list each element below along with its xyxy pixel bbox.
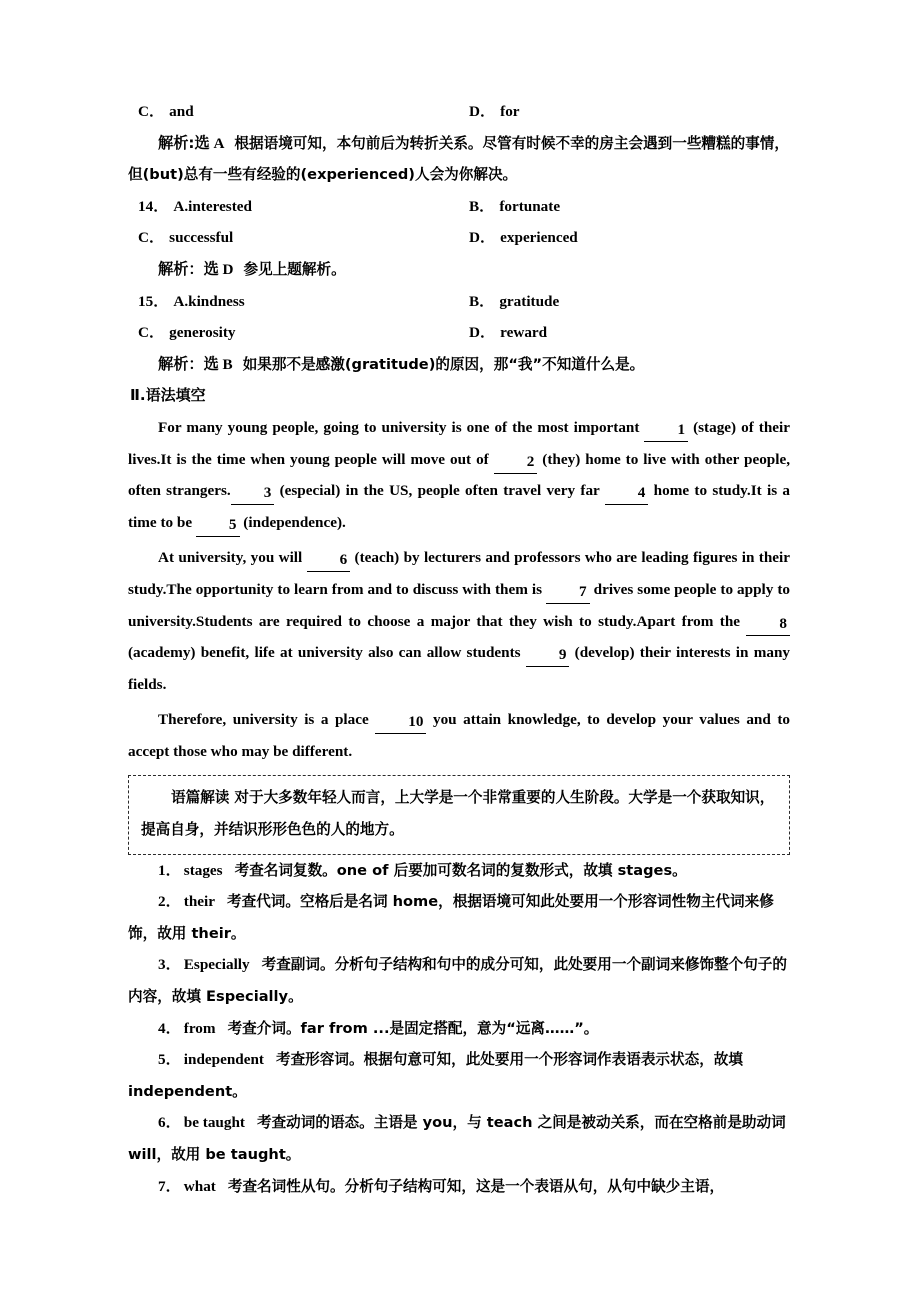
option-b-letter-15: B．	[469, 292, 495, 310]
analysis-14-choice: 选 D	[203, 260, 234, 278]
option-b-text-15: gratitude	[499, 292, 560, 310]
explanation-number: 1．	[158, 861, 181, 879]
question-15-a	[128, 286, 459, 318]
option-a-text-14: A.interested	[173, 197, 252, 215]
passage-note-box	[128, 775, 790, 854]
cloze-blank-2: 2	[494, 451, 538, 474]
explanation-text: 考查介词。far from ...是固定搭配，意为“远离……”。	[227, 1019, 599, 1037]
option-c-text: and	[169, 103, 194, 120]
analysis-14	[128, 254, 790, 286]
explanation-text: 考查形容词。根据句意可知，此处要用一个形容词作表语表示状态，故填 independent。	[128, 1051, 743, 1100]
option-b-text-14: fortunate	[499, 197, 561, 215]
analysis-13-choice: 选 A	[194, 134, 225, 152]
question-14-c	[128, 222, 459, 254]
analysis-13	[128, 128, 790, 191]
question-15-options-row-ab	[128, 286, 790, 318]
option-c-text-15: generosity	[169, 324, 236, 342]
passage-paragraph-1: For many young people, going to university is one of the most important 1 (stage) of their lives.It is the time when young people will move out of 2 (they) home to live with other people, often strangers. 3 (especial) in the US, people often travel very far 4 home to study.It is a time to be 5 (independence).	[128, 412, 790, 538]
explanation-number: 7．	[158, 1177, 181, 1195]
section-heading-grammar-fill: Ⅱ.语法填空	[130, 386, 206, 405]
cloze-blank-10: 10	[375, 711, 426, 734]
option-a-text-15: A.kindness	[173, 292, 245, 310]
explanation-item	[128, 1044, 790, 1107]
explanation-item	[128, 1013, 790, 1045]
question-14-a	[128, 191, 459, 223]
question-15-b	[459, 286, 790, 318]
passage-paragraph-2: At university, you will 6 (teach) by lecturers and professors who are leading figures in their study.The opportunity to learn from and to discuss with them is 7 drives some people to apply to university.Students are required to choose a major that they wish to study.Apart from the 8 (academy) benefit, life at university also can allow students 9 (develop) their interests in many fields.	[128, 549, 790, 693]
explanation-text: 考查名词复数。one of 后要加可数名词的复数形式，故填 stages。	[234, 861, 687, 879]
analysis-14-lead: 解析：	[158, 259, 204, 278]
question-15-options-row-cd	[128, 317, 790, 349]
analysis-13-lead: 解析:	[158, 133, 195, 152]
passage-note-body: 对于大多数年轻人而言，上大学是一个非常重要的人生阶段。大学是一个获取知识，提高自身，并结识形形色色的人的地方。	[141, 789, 775, 839]
cloze-blank-8: 8	[746, 613, 790, 636]
option-d-letter: D．	[469, 103, 496, 120]
option-c-letter-14: C．	[138, 229, 165, 247]
option-b-letter-14: B．	[469, 197, 495, 215]
cloze-blank-4: 4	[605, 482, 649, 505]
question-14-options-row-ab	[128, 191, 790, 223]
explanation-answer: independent	[183, 1051, 264, 1069]
passage-note	[141, 782, 777, 845]
explanation-answer: stages	[183, 861, 223, 879]
cloze-blank-9: 9	[526, 644, 570, 667]
explanation-item	[128, 886, 790, 949]
option-c-text-14: successful	[169, 229, 234, 247]
explanation-text: 考查副词。分析句子结构和句中的成分可知，此处要用一个副词来修饰整个句子的内容，故填 Especially。	[128, 956, 787, 1006]
explanation-number: 5．	[158, 1051, 181, 1069]
explanation-answer: Especially	[183, 956, 250, 974]
question-14-b	[459, 191, 790, 223]
question-15-number: 15．	[138, 292, 169, 310]
analysis-15-lead: 解析：	[158, 354, 204, 373]
explanation-text: 考查名词性从句。分析句子结构可知，这是一个表语从句，从句中缺少主语，	[227, 1177, 725, 1195]
cloze-blank-1: 1	[644, 419, 688, 442]
explanation-text: 考查代词。空格后是名词 home，根据语境可知此处要用一个形容词性物主代词来修饰，故用 their。	[128, 893, 774, 942]
explanation-item	[128, 949, 790, 1012]
explanation-answer: be taught	[183, 1114, 245, 1132]
analysis-14-body: 参见上题解析。	[243, 260, 346, 278]
option-c-13	[128, 96, 459, 128]
explanation-answer: from	[183, 1019, 216, 1037]
explanation-item	[128, 855, 790, 887]
cloze-blank-5: 5	[196, 514, 240, 537]
option-d-text-14: experienced	[500, 229, 578, 247]
question-15-c	[128, 317, 459, 349]
explanation-text: 考查动词的语态。主语是 you，与 teach 之间是被动关系，而在空格前是助动词 will，故用 be taught。	[128, 1114, 786, 1163]
explanation-number: 3．	[158, 956, 181, 974]
question-15-d	[459, 317, 790, 349]
question-14-options-row-cd	[128, 222, 790, 254]
page-content	[128, 96, 790, 1202]
cloze-blank-3: 3	[231, 482, 275, 505]
passage-paragraph-3: Therefore, university is a place 10 you attain knowledge, to develop your values and to accept those who may be different.	[128, 711, 790, 760]
question-14-number: 14．	[138, 197, 169, 215]
question-14-d	[459, 222, 790, 254]
option-c-letter-15: C．	[138, 324, 165, 342]
option-d-text-15: reward	[500, 324, 548, 342]
passage-note-tag: 语篇解读	[171, 789, 230, 807]
cloze-blank-7: 7	[546, 581, 590, 604]
explanation-answer: their	[183, 893, 215, 911]
explanation-number: 6．	[158, 1114, 181, 1132]
explanation-item	[128, 1171, 790, 1203]
explanation-answer: what	[183, 1177, 216, 1195]
option-d-letter-14: D．	[469, 229, 496, 247]
option-d-text: for	[500, 103, 520, 120]
cloze-blank-6: 6	[307, 549, 351, 572]
option-d-letter-15: D．	[469, 324, 496, 342]
analysis-15-body: 如果那不是感激(gratitude)的原因，那“我”不知道什么是。	[242, 355, 645, 373]
explanation-number: 2．	[158, 893, 181, 911]
explanation-item	[128, 1107, 790, 1170]
analysis-15-choice: 选 B	[203, 355, 233, 373]
option-d-13	[459, 96, 790, 128]
explanation-number: 4．	[158, 1019, 181, 1037]
analysis-15	[128, 349, 790, 381]
option-c-letter: C．	[138, 103, 165, 120]
explanation-list	[128, 855, 790, 1203]
analysis-13-body: 根据语境可知，本句前后为转折关系。尽管有时候不幸的房主会遇到一些糟糕的事情，但(but)总有一些有经验的(experienced)人会为你解决。	[128, 134, 789, 184]
question-13-options-row-cd	[128, 96, 790, 128]
